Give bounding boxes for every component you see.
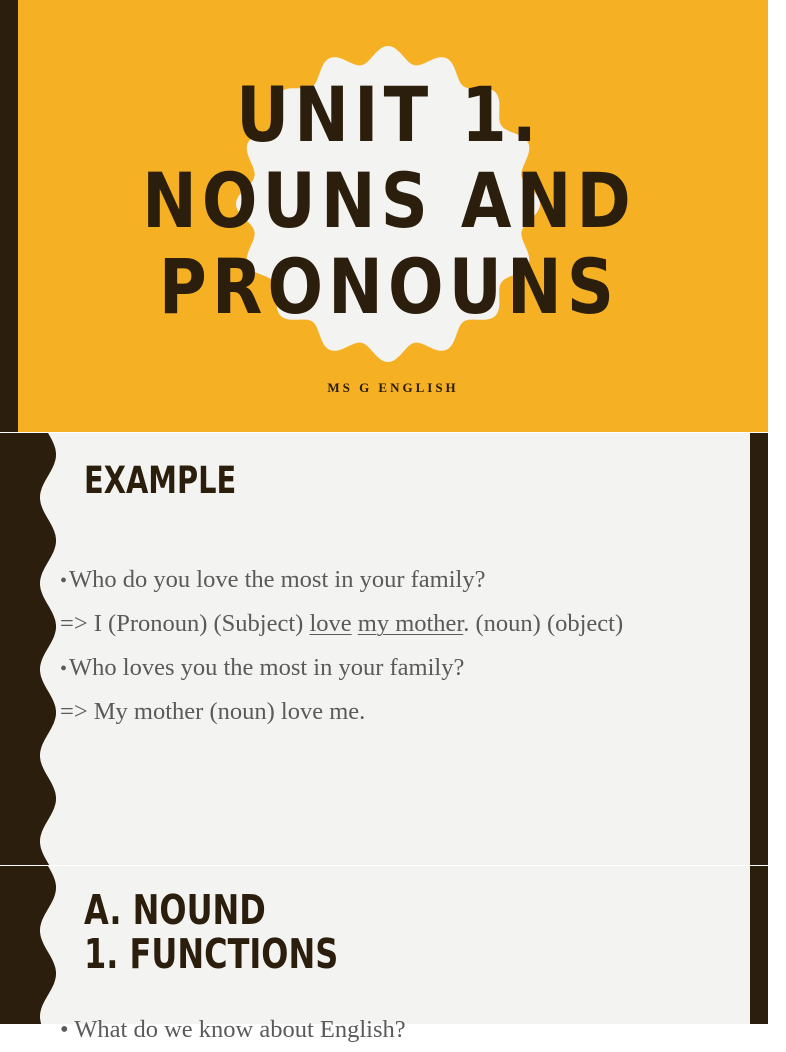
question-line-1 bbox=[60, 558, 750, 602]
nound-heading bbox=[84, 888, 338, 976]
title-line-1: UNIT 1. bbox=[236, 70, 542, 159]
underlined-object: my mother bbox=[357, 610, 464, 637]
answer-line-2 bbox=[60, 690, 750, 734]
wavy-left-border bbox=[0, 866, 60, 1024]
example-heading: EXAMPLE bbox=[84, 459, 237, 502]
slide-subtitle: MS G ENGLISH bbox=[327, 380, 459, 395]
title-slide bbox=[0, 0, 768, 432]
answer-suffix: . (noun) (object) bbox=[463, 610, 624, 637]
left-accent-bar bbox=[0, 0, 18, 432]
answer-text-2: => My mother (noun) love me. bbox=[60, 698, 366, 725]
bullet-icon: • bbox=[60, 658, 68, 680]
slide-title bbox=[54, 72, 723, 330]
nound-slide bbox=[0, 866, 768, 1043]
wavy-left-border bbox=[0, 433, 60, 865]
title-line-2: NOUNS AND bbox=[142, 156, 636, 245]
title-line-3: PRONOUNS bbox=[158, 242, 620, 331]
example-slide bbox=[0, 433, 768, 865]
bullet-icon: • bbox=[60, 570, 68, 592]
answer-prefix: => I (Pronoun) (Subject) bbox=[60, 610, 310, 637]
question-text-1: Who do you love the most in your family? bbox=[69, 566, 486, 593]
answer-line-1 bbox=[60, 602, 750, 646]
heading-line-1: A. NOUND bbox=[84, 886, 266, 934]
underlined-verb: love bbox=[309, 610, 352, 637]
question-text-2: Who loves you the most in your family? bbox=[69, 654, 465, 681]
question-line-2 bbox=[60, 646, 750, 690]
example-body bbox=[60, 558, 750, 734]
cut-off-text: • What do we know about English? bbox=[60, 1016, 406, 1043]
heading-line-2: 1. FUNCTIONS bbox=[84, 930, 339, 978]
